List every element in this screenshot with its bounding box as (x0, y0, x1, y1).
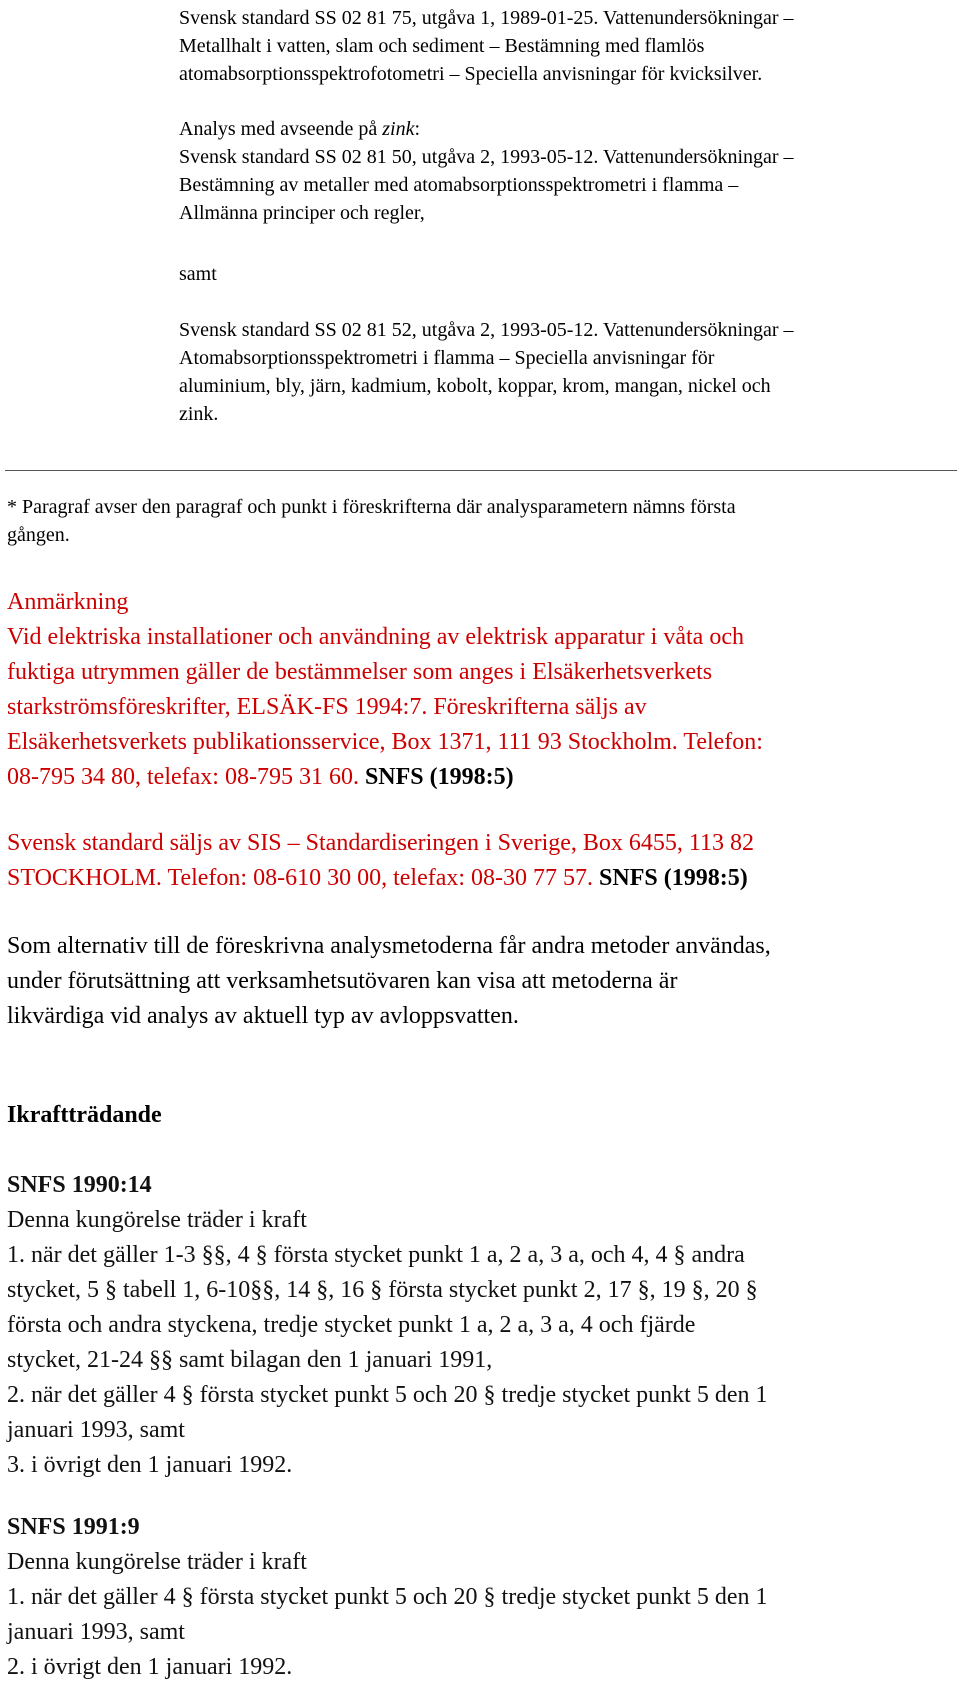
text-line: januari 1993, samt (7, 1417, 185, 1443)
text-line: * Paragraf avser den paragraf och punkt i föreskrifterna där analysparametern nämns första (7, 496, 736, 518)
alternative-methods-paragraph (7, 929, 957, 1034)
zinc-analysis-paragraph (179, 115, 939, 227)
text-line: Metallhalt i vatten, slam och sediment – Bestämning med flamlös (179, 35, 705, 57)
text-line: Som alternativ till de föreskrivna analysmetoderna får andra metoder användas, (7, 933, 771, 959)
text-line: under förutsättning att verksamhetsutövaren kan visa att metoderna är (7, 968, 678, 994)
text-line: Vid elektriska installationer och användning av elektrisk apparatur i våta och (7, 624, 744, 650)
text-line: likvärdiga vid analys av aktuell typ av avloppsvatten. (7, 1003, 519, 1029)
standard-ss028175-paragraph (179, 4, 939, 88)
remark-last-line: 08-795 34 80, telefax: 08-795 31 60. (7, 764, 359, 790)
text-line: Svensk standard SS 02 81 50, utgåva 2, 1993-05-12. Vattenundersökningar – (179, 146, 794, 168)
text-line: stycket, 5 § tabell 1, 6-10§§, 14 §, 16 § första stycket punkt 2, 17 §, 19 §, 20 § (7, 1277, 758, 1303)
text-line: Svensk standard SS 02 81 75, utgåva 1, 1989-01-25. Vattenundersökningar – (179, 7, 794, 29)
snfs-title: SNFS 1990:14 (7, 1172, 152, 1198)
snfs-title: SNFS 1991:9 (7, 1514, 140, 1540)
horizontal-divider (5, 470, 957, 471)
sis-section (7, 826, 957, 896)
footnote (7, 493, 952, 549)
text-line: fuktiga utrymmen gäller de bestämmelser som anges i Elsäkerhetsverkets (7, 659, 713, 685)
metal-name: zink (382, 118, 415, 140)
snfs-1990-14-section (7, 1168, 957, 1483)
section-heading-ikrafttradande (7, 1098, 957, 1133)
snfs-reference: SNFS (1998:5) (364, 764, 514, 790)
text-line (7, 760, 957, 795)
text-line: samt (179, 263, 217, 285)
text-line: atomabsorptionsspektrofotometri – Speciella anvisningar för kvicksilver. (179, 63, 763, 85)
text-line: Denna kungörelse träder i kraft (7, 1549, 307, 1575)
text-line: Svensk standard säljs av SIS – Standardiseringen i Sverige, Box 6455, 113 82 (7, 830, 755, 856)
snfs-1991-9-section (7, 1510, 957, 1685)
text-line: 1. när det gäller 1-3 §§, 4 § första stycket punkt 1 a, 2 a, 3 a, och 4, 4 § andra (7, 1242, 745, 1268)
text-line (7, 861, 957, 896)
text-line (179, 115, 939, 143)
text-line: stycket, 21-24 §§ samt bilagan den 1 januari 1991, (7, 1347, 493, 1373)
analysis-prefix: Analys med avseende på (179, 118, 383, 140)
text-line: Bestämning av metaller med atomabsorptionsspektrometri i flamma – (179, 174, 739, 196)
text-line: 2. när det gäller 4 § första stycket punkt 5 och 20 § tredje stycket punkt 5 den 1 (7, 1382, 768, 1408)
sis-last-line: STOCKHOLM. Telefon: 08-610 30 00, telefax: 08-30 77 57. (7, 865, 594, 891)
text-line: 2. i övrigt den 1 januari 1992. (7, 1654, 293, 1680)
text-line: 3. i övrigt den 1 januari 1992. (7, 1452, 293, 1478)
text-line: Elsäkerhetsverkets publikationsservice, Box 1371, 111 93 Stockholm. Telefon: (7, 729, 763, 755)
remark-heading: Anmärkning (7, 589, 129, 615)
text-line: januari 1993, samt (7, 1619, 185, 1645)
text-line: Allmänna principer och regler, (179, 202, 425, 224)
heading: Ikraftträdande (7, 1102, 162, 1128)
text-line: gången. (7, 524, 70, 546)
text-line: aluminium, bly, järn, kadmium, kobolt, koppar, krom, mangan, nickel och (179, 375, 771, 397)
text-line: Denna kungörelse träder i kraft (7, 1207, 307, 1233)
text-line: Atomabsorptionsspektrometri i flamma – Speciella anvisningar för (179, 347, 715, 369)
snfs-reference: SNFS (1998:5) (599, 865, 748, 891)
standard-ss028152-paragraph (179, 316, 939, 428)
conjunction-paragraph (179, 260, 939, 288)
remark-section (7, 585, 957, 795)
text-line: första och andra styckena, tredje stycket punkt 1 a, 2 a, 3 a, 4 och fjärde (7, 1312, 696, 1338)
analysis-suffix: : (414, 118, 421, 140)
text-line: Svensk standard SS 02 81 52, utgåva 2, 1993-05-12. Vattenundersökningar – (179, 319, 794, 341)
text-line: zink. (179, 403, 219, 425)
text-line: starkströmsföreskrifter, ELSÄK-FS 1994:7. Föreskrifterna säljs av (7, 694, 647, 720)
text-line: 1. när det gäller 4 § första stycket punkt 5 och 20 § tredje stycket punkt 5 den 1 (7, 1584, 768, 1610)
